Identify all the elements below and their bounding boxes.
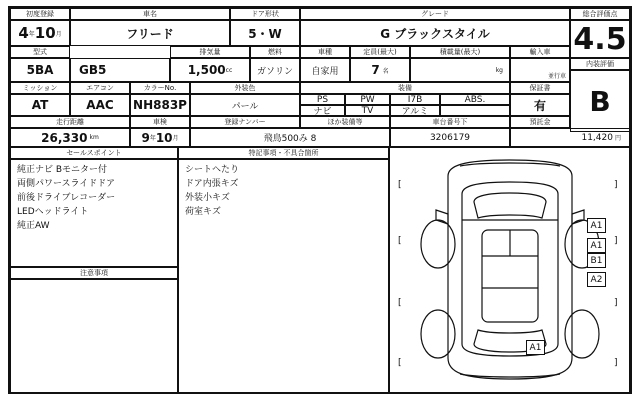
door-shape-label: ドア形状: [230, 8, 300, 20]
plate-label: 登録ナンバー: [190, 116, 300, 128]
total-score-value: 4.5: [570, 20, 630, 58]
equip-pw: PW: [345, 94, 390, 105]
load-value: [410, 58, 510, 82]
aircon-value: AAC: [70, 94, 130, 116]
equip-ps: PS: [300, 94, 345, 105]
bracket-mark: ]: [614, 358, 618, 368]
load-label: 積載量(最大): [410, 46, 510, 58]
registration-year-unit: 年: [28, 30, 35, 38]
damage-code-box: A1: [587, 238, 606, 253]
notes-body: [10, 279, 178, 394]
capacity-unit: 名: [382, 67, 389, 75]
bracket-mark: [: [398, 236, 402, 246]
mileage-number: 26,330: [41, 130, 88, 145]
bracket-mark: ]: [614, 180, 618, 190]
capacity-number: 7: [371, 63, 380, 77]
damage-code-box: B1: [587, 253, 606, 268]
mission-value: AT: [10, 94, 70, 116]
chassis-value: 3206179: [390, 128, 510, 147]
sales-points-title: セールスポイント: [10, 147, 178, 159]
use-type-value: 自家用: [300, 58, 350, 82]
chassis-label: 車台番号下: [390, 116, 510, 128]
mission-label: ミッション: [10, 82, 70, 94]
defects-body: [178, 159, 389, 394]
exterior-color-value: パール: [190, 94, 300, 116]
deposit-label: 預託金: [510, 116, 570, 128]
grade-label: グレード: [300, 8, 570, 20]
deposit-value: [510, 128, 630, 147]
first-registration-value: [10, 20, 70, 46]
use-type-label: 車種: [300, 46, 350, 58]
displacement-label: 排気量: [170, 46, 250, 58]
deposit-unit: 円: [614, 135, 621, 142]
bracket-mark: [: [398, 358, 402, 368]
damage-code-box: A1: [587, 218, 606, 233]
shaken-value: [130, 128, 190, 147]
color-no-label: カラーNo.: [130, 82, 190, 94]
shaken-label: 車検: [130, 116, 190, 128]
shaken-year-unit: 年: [149, 135, 156, 142]
sales-points-body: [10, 159, 178, 267]
displacement-unit: cc: [225, 66, 233, 74]
displacement-number: 1,500: [187, 63, 226, 77]
car-name-value: フリード: [70, 20, 230, 46]
car-outline-svg: [390, 148, 630, 394]
shaken-year: 9: [141, 130, 150, 145]
plate-value: 飛鳥500み 8: [190, 128, 390, 147]
aircon-label: エアコン: [70, 82, 130, 94]
damage-code-box: A2: [587, 272, 606, 287]
equip-i7b: I7B: [390, 94, 440, 105]
shaken-month-unit: 月: [172, 135, 179, 142]
warranty-value: 有: [510, 94, 570, 116]
car-damage-diagram: [389, 147, 630, 394]
damage-code-box: A1: [526, 340, 545, 355]
sales-point-item: LEDヘッドライト: [17, 207, 89, 217]
fuel-value: ガソリン: [250, 58, 300, 82]
registration-month-unit: 月: [55, 30, 62, 38]
defect-item: シートヘたり: [185, 165, 240, 175]
grade-value: G ブラックスタイル: [300, 20, 570, 46]
door-shape-value: 5・W: [230, 20, 300, 46]
bracket-mark: [: [398, 298, 402, 308]
notes-title: 注意事項: [10, 267, 178, 279]
defect-item: ドア内張キズ: [185, 179, 239, 189]
color-no-value: NH883P: [130, 94, 190, 116]
equip-alumi: アルミ: [390, 105, 440, 116]
registration-year: 4: [18, 24, 29, 42]
defects-title: 特記事項・不具合箇所: [178, 147, 389, 159]
equip-blank: [440, 105, 510, 116]
sales-point-item: 前後ドライブレコーダー: [17, 193, 116, 203]
import-value: [510, 58, 570, 82]
interior-rating-label: 内装評価: [570, 58, 630, 70]
defect-item: 荷室キズ: [185, 207, 221, 217]
sales-point-item: 純正ナビ Bモニター付: [17, 165, 108, 175]
model-code: GB5: [70, 58, 170, 82]
deposit-number: 11,420: [581, 132, 613, 143]
equip-tv: TV: [345, 105, 390, 116]
total-score-label: 総合評価点: [570, 8, 630, 20]
capacity-label: 定員(最大): [350, 46, 410, 58]
displacement-value: [170, 58, 250, 82]
defect-item: 外装小キズ: [185, 193, 230, 203]
import-parallel-label: 並行車: [547, 73, 566, 80]
bracket-mark: ]: [614, 298, 618, 308]
warranty-label: 保証書: [510, 82, 570, 94]
shaken-month: 10: [155, 130, 173, 145]
mileage-label: 走行距離: [10, 116, 130, 128]
sales-point-item: 両側パワースライドドア: [17, 179, 116, 189]
sales-point-item: 純正AW: [17, 221, 50, 231]
auction-sheet: [8, 6, 632, 394]
equipment-label: 装備: [300, 82, 510, 94]
bracket-mark: ]: [614, 236, 618, 246]
fuel-label: 燃料: [250, 46, 300, 58]
interior-rating-value: B: [570, 70, 630, 132]
equip-navi: ナビ: [300, 105, 345, 116]
import-label: 輸入車: [510, 46, 570, 58]
misc-row4-label: ほか装備等: [300, 116, 390, 128]
car-name-label: 車名: [70, 8, 230, 20]
equip-abs: ABS.: [440, 94, 510, 105]
mileage-unit: km: [89, 134, 99, 141]
registration-month: 10: [34, 24, 56, 42]
exterior-color-label: 外装色: [190, 82, 300, 94]
bracket-mark: [: [398, 180, 402, 190]
mileage-value: [10, 128, 130, 147]
capacity-value: [350, 58, 410, 82]
model-label: 型式: [10, 46, 70, 58]
model-code-prefix: 5BA: [10, 58, 70, 82]
load-unit: kg: [495, 66, 503, 74]
first-registration-label: 初度登録: [10, 8, 70, 20]
